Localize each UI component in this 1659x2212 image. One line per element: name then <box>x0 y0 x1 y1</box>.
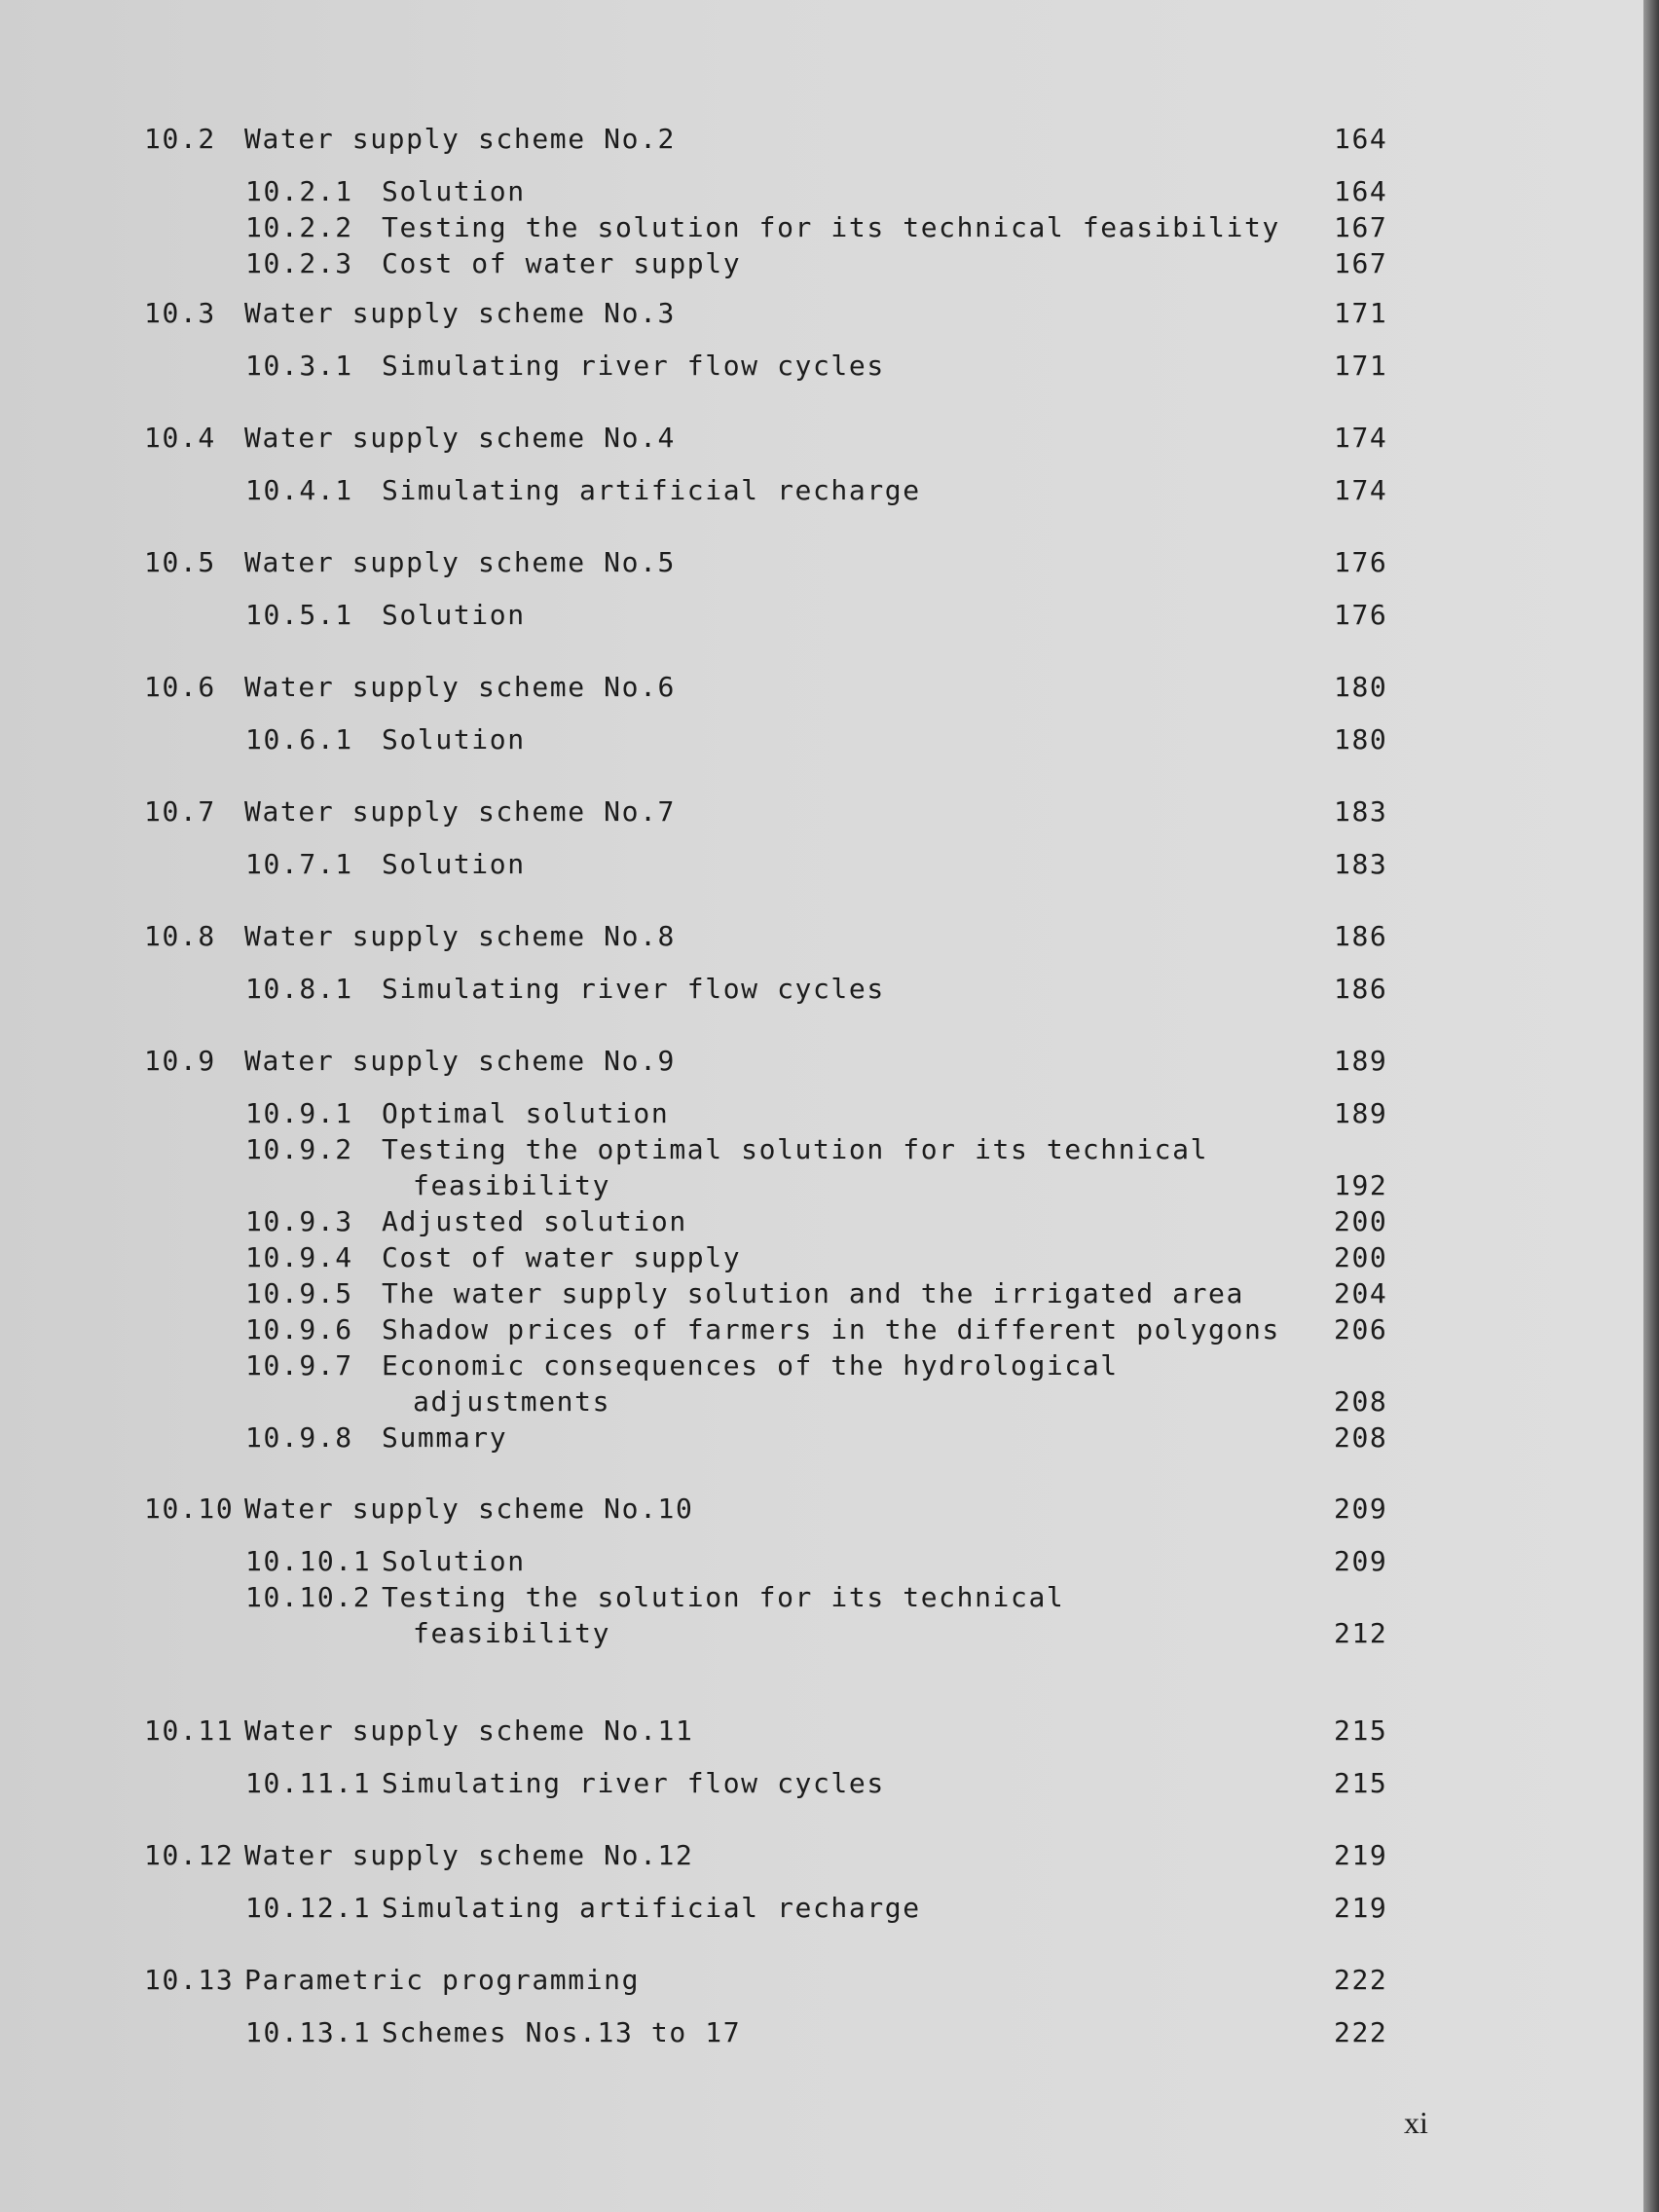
toc-number: 10.5.1 <box>245 599 353 631</box>
toc-subsection <box>245 1349 1119 1382</box>
toc-number: 10.2.1 <box>245 175 353 207</box>
toc-page-number: 171 <box>1334 297 1388 329</box>
toc-subsection <box>245 973 885 1006</box>
toc-number: 10.13.1 <box>245 2016 372 2048</box>
page-number: xi <box>1404 2105 1428 2140</box>
toc-subsection <box>245 474 921 507</box>
toc-number: 10.9.8 <box>245 1421 353 1454</box>
toc-number: 10.7 <box>144 795 216 828</box>
toc-subsection <box>245 1581 1064 1614</box>
toc-number: 10.11 <box>144 1714 235 1747</box>
toc-title: Solution <box>382 175 526 207</box>
toc-page-number: 209 <box>1334 1545 1388 1577</box>
toc-title: Optimal solution <box>382 1097 670 1129</box>
toc-number: 10.9 <box>144 1045 216 1077</box>
toc-section <box>144 1714 693 1748</box>
page-edge-shadow <box>1643 0 1659 2212</box>
toc-title: Water supply scheme No.8 <box>244 920 676 952</box>
toc-number: 10.6 <box>144 671 216 703</box>
toc-title: Adjusted solution <box>382 1205 687 1237</box>
toc-page-number: 209 <box>1334 1493 1388 1525</box>
toc-title: Water supply scheme No.7 <box>244 795 676 828</box>
toc-subsection <box>245 175 526 208</box>
toc-page-number: 208 <box>1334 1421 1388 1454</box>
toc-page-number: 176 <box>1334 599 1388 631</box>
toc-title: Economic consequences of the hydrological <box>382 1349 1119 1382</box>
toc-number: 10.12 <box>144 1839 235 1871</box>
toc-page-number: 164 <box>1334 123 1388 155</box>
toc-page-number: 215 <box>1334 1767 1388 1799</box>
toc-section <box>144 1493 693 1526</box>
toc-page-number: 222 <box>1334 2016 1388 2048</box>
toc-title: Testing the solution for its technical <box>382 1581 1065 1613</box>
toc-page-number: 176 <box>1334 546 1388 578</box>
toc-title: Simulating river flow cycles <box>382 1767 885 1799</box>
toc-title-continuation: feasibility <box>413 1169 611 1201</box>
toc-number: 10.3 <box>144 297 216 329</box>
toc-section <box>144 671 676 704</box>
toc-page-number: 164 <box>1334 175 1388 207</box>
toc-subsection <box>245 723 526 756</box>
toc-title: Solution <box>382 599 526 631</box>
toc-title: Water supply scheme No.4 <box>244 422 676 454</box>
toc-title: Cost of water supply <box>382 1241 742 1273</box>
toc-page-number: 189 <box>1334 1097 1388 1129</box>
toc-page-number: 200 <box>1334 1205 1388 1237</box>
toc-section <box>144 123 676 156</box>
toc-number: 10.12.1 <box>245 1892 372 1924</box>
toc-title-continuation: adjustments <box>413 1385 611 1418</box>
toc-title: Water supply scheme No.9 <box>244 1045 676 1077</box>
toc-number: 10.6.1 <box>245 723 353 756</box>
toc-subsection <box>245 1767 885 1800</box>
toc-number: 10.9.4 <box>245 1241 353 1273</box>
toc-number: 10.5 <box>144 546 216 578</box>
toc-page-number: 183 <box>1334 848 1388 880</box>
toc-title: Water supply scheme No.11 <box>244 1714 694 1747</box>
toc-title: Solution <box>382 848 526 880</box>
toc-page-number: 222 <box>1334 1964 1388 1996</box>
toc-number: 10.2 <box>144 123 216 155</box>
toc-subsection <box>245 1097 669 1130</box>
toc-subsection <box>245 1205 687 1238</box>
toc-page-number: 208 <box>1334 1385 1388 1418</box>
toc-title: Simulating river flow cycles <box>382 973 885 1005</box>
toc-title: Simulating artificial recharge <box>382 474 921 506</box>
toc-page-number: 215 <box>1334 1714 1388 1747</box>
toc-section <box>144 546 676 579</box>
toc-title: Shadow prices of farmers in the different polygons <box>382 1313 1280 1346</box>
toc-title: Simulating river flow cycles <box>382 350 885 382</box>
toc-page-number: 206 <box>1334 1313 1388 1346</box>
toc-number: 10.11.1 <box>245 1767 372 1799</box>
toc-page-number: 171 <box>1334 350 1388 382</box>
toc-page-number: 212 <box>1334 1617 1388 1649</box>
toc-subsection <box>245 247 741 280</box>
toc-section <box>144 297 676 330</box>
toc-number: 10.10.2 <box>245 1581 372 1613</box>
toc-number: 10.9.7 <box>245 1349 353 1382</box>
toc-page-number: 189 <box>1334 1045 1388 1077</box>
toc-number: 10.9.2 <box>245 1133 353 1165</box>
toc-page-number: 167 <box>1334 247 1388 279</box>
toc-number: 10.9.5 <box>245 1277 353 1309</box>
toc-number: 10.13 <box>144 1964 235 1996</box>
toc-title: The water supply solution and the irrigated area <box>382 1277 1244 1309</box>
toc-section <box>144 1045 676 1078</box>
toc-number: 10.10 <box>144 1493 235 1525</box>
toc-title: Water supply scheme No.12 <box>244 1839 694 1871</box>
toc-subsection <box>245 350 885 383</box>
toc-page-number: 200 <box>1334 1241 1388 1273</box>
toc-number: 10.8 <box>144 920 216 952</box>
toc-number: 10.3.1 <box>245 350 353 382</box>
toc-title: Water supply scheme No.2 <box>244 123 676 155</box>
toc-page-number: 180 <box>1334 723 1388 756</box>
toc-subsection <box>245 1313 1280 1346</box>
toc-section <box>144 1839 693 1872</box>
toc-page-number: 186 <box>1334 920 1388 952</box>
toc-page-number: 167 <box>1334 211 1388 243</box>
toc-title: Testing the optimal solution for its technical <box>382 1133 1209 1165</box>
toc-page-number: 219 <box>1334 1839 1388 1871</box>
toc-number: 10.8.1 <box>245 973 353 1005</box>
toc-subsection <box>245 1133 1208 1166</box>
toc-section <box>144 920 676 953</box>
toc-section <box>144 1964 640 1997</box>
toc-page-number: 192 <box>1334 1169 1388 1201</box>
toc-subsection <box>245 1421 507 1455</box>
toc-number: 10.4.1 <box>245 474 353 506</box>
toc-section <box>144 795 676 829</box>
toc-page-number: 183 <box>1334 795 1388 828</box>
toc-title: Water supply scheme No.5 <box>244 546 676 578</box>
toc-subsection <box>245 1545 526 1578</box>
toc-subsection <box>245 211 1280 244</box>
toc-title: Schemes Nos.13 to 17 <box>382 2016 742 2048</box>
toc-title: Water supply scheme No.6 <box>244 671 676 703</box>
toc-subsection <box>245 848 526 881</box>
toc-title: Solution <box>382 1545 526 1577</box>
toc-title: Water supply scheme No.3 <box>244 297 676 329</box>
toc-title: Simulating artificial recharge <box>382 1892 921 1924</box>
toc-title: Solution <box>382 723 526 756</box>
toc-page-number: 180 <box>1334 671 1388 703</box>
toc-page-number: 219 <box>1334 1892 1388 1924</box>
toc-number: 10.2.3 <box>245 247 353 279</box>
toc-subsection <box>245 1892 921 1925</box>
toc-subsection <box>245 1241 741 1274</box>
toc-page-number: 186 <box>1334 973 1388 1005</box>
toc-title: Water supply scheme No.10 <box>244 1493 694 1525</box>
toc-subsection <box>245 599 526 632</box>
toc-title: Summary <box>382 1421 508 1454</box>
toc-number: 10.2.2 <box>245 211 353 243</box>
toc-subsection <box>245 1277 1244 1310</box>
toc-number: 10.10.1 <box>245 1545 372 1577</box>
toc-title: Parametric programming <box>244 1964 641 1996</box>
toc-page-number: 174 <box>1334 474 1388 506</box>
toc-number: 10.7.1 <box>245 848 353 880</box>
toc-number: 10.9.6 <box>245 1313 353 1346</box>
toc-subsection <box>245 2016 741 2049</box>
toc-number: 10.9.3 <box>245 1205 353 1237</box>
toc-page-number: 174 <box>1334 422 1388 454</box>
toc-title: Cost of water supply <box>382 247 742 279</box>
toc-number: 10.4 <box>144 422 216 454</box>
toc-number: 10.9.1 <box>245 1097 353 1129</box>
toc-page-number: 204 <box>1334 1277 1388 1309</box>
toc-title: Testing the solution for its technical feasibility <box>382 211 1280 243</box>
toc-section <box>144 422 676 455</box>
toc-title-continuation: feasibility <box>413 1617 611 1649</box>
